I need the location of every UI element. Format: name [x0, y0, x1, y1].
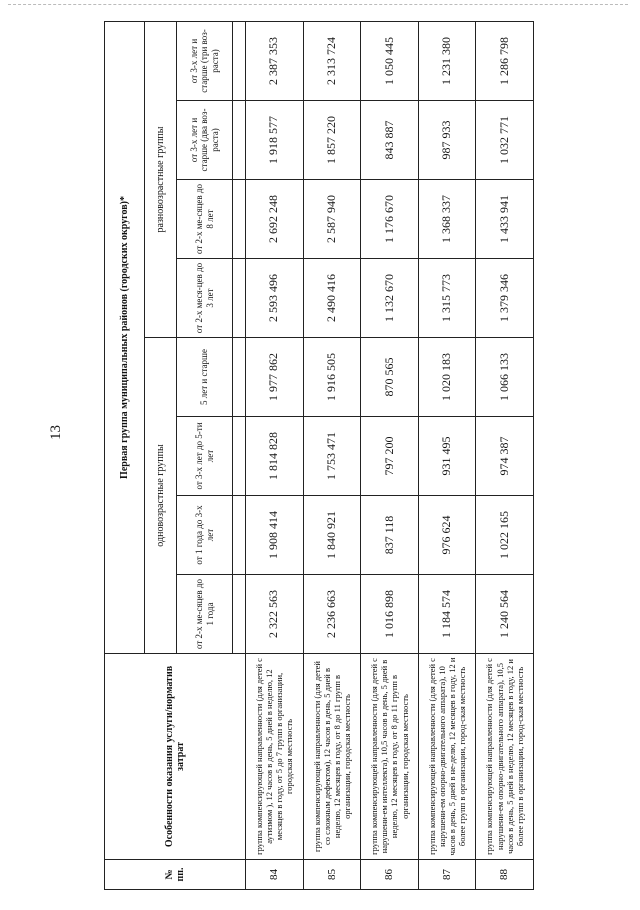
value-cell: 1 908 414	[246, 496, 304, 575]
value-cell: 1 916 505	[303, 338, 361, 417]
value-cell: 843 887	[361, 101, 419, 180]
value-cell: 931 495	[418, 417, 476, 496]
table-row	[476, 21, 534, 889]
header-spacer-cell	[233, 180, 246, 259]
header-age-column: от 2-х меся-цев до 3 лет	[177, 259, 233, 338]
row-description: группа компенсирующей направленности (для детей с нарушени-ем опорно-двигательного аппарата), 10,5 часов в день, 5 дней в неделю, 12 месяцев в году, 12 и более групп в организации, город-ская местность	[476, 654, 534, 860]
value-cell: 870 565	[361, 338, 419, 417]
value-cell: 1 753 471	[303, 417, 361, 496]
value-cell: 1 022 165	[476, 496, 534, 575]
row-number: 86	[361, 860, 419, 890]
row-number: 87	[418, 860, 476, 890]
table-row	[418, 21, 476, 889]
value-cell: 1 132 670	[361, 259, 419, 338]
value-cell: 1 066 133	[476, 338, 534, 417]
value-cell: 1 368 337	[418, 180, 476, 259]
rotated-table-wrapper	[104, 22, 534, 890]
row-description: группа компенсирующей направленности (для детей с нарушени-ем опорно-двигательного аппарата), 10 часов в день, 5 дней в не-делю, 12 месяцев в году, 12 и более групп в организации, город-ская местность	[418, 654, 476, 860]
header-spacer-cell	[233, 21, 246, 100]
row-description: группа компенсирующей направленности (для детей со сложным дефектом), 12 часов в день, 5 дней в неделю, 12 месяцев в году, от 8 до 11 групп в организации, городская местность	[303, 654, 361, 860]
header-row-number: № пп.	[105, 860, 246, 890]
value-cell: 837 118	[361, 496, 419, 575]
scan-artifact-line	[8, 4, 628, 6]
header-age-column: от 3-х лет и старше (три воз-раста)	[177, 21, 233, 100]
header-spacer-cell	[233, 338, 246, 417]
row-number: 84	[246, 860, 304, 890]
value-cell: 1 184 574	[418, 575, 476, 654]
value-cell: 1 176 670	[361, 180, 419, 259]
value-cell: 2 313 724	[303, 21, 361, 100]
header-age-column: 5 лет и старше	[177, 338, 233, 417]
value-cell: 1 050 445	[361, 21, 419, 100]
header-age-column: от 1 года до 3-х лет	[177, 496, 233, 575]
page-number: 13	[48, 425, 64, 440]
header-age-column: от 3-х лет и старше (два воз-раста)	[177, 101, 233, 180]
value-cell: 2 236 663	[303, 575, 361, 654]
header-age-column: от 3-х лет до 5-ти лет	[177, 417, 233, 496]
header-municipal-group: Первая группа муниципальных районов (городских округов)*	[105, 21, 145, 653]
value-cell: 1 315 773	[418, 259, 476, 338]
value-cell: 2 490 416	[303, 259, 361, 338]
value-cell: 2 593 496	[246, 259, 304, 338]
value-cell: 2 587 940	[303, 180, 361, 259]
header-spacer-cell	[233, 496, 246, 575]
table-row	[246, 21, 304, 889]
value-cell: 1 918 577	[246, 101, 304, 180]
row-number: 85	[303, 860, 361, 890]
value-cell: 1 857 220	[303, 101, 361, 180]
value-cell: 1 379 346	[476, 259, 534, 338]
value-cell: 1 231 380	[418, 21, 476, 100]
value-cell: 1 032 771	[476, 101, 534, 180]
row-description: группа компенсирующей направленности (для детей с аутизмом ), 12 часов в день, 5 дней в неделю, 12 месяцев в году, от 5 до 7 групп в организации, городская местность	[246, 654, 304, 860]
header-age-column: от 2-х ме-сяцев до 8 лет	[177, 180, 233, 259]
header-spacer-cell	[233, 417, 246, 496]
value-cell: 1 020 183	[418, 338, 476, 417]
header-spacer-cell	[233, 575, 246, 654]
value-cell: 974 387	[476, 417, 534, 496]
cost-norms-table	[104, 21, 534, 890]
header-age-column: от 2-х ме-сяцев до 1 года	[177, 575, 233, 654]
value-cell: 1 286 798	[476, 21, 534, 100]
value-cell: 1 840 921	[303, 496, 361, 575]
value-cell: 1 433 941	[476, 180, 534, 259]
header-mixed-age-groups: разновозрастные группы	[145, 21, 177, 337]
header-row-group	[105, 21, 145, 889]
value-cell: 2 387 353	[246, 21, 304, 100]
header-spacer-cell	[233, 259, 246, 338]
header-spacer-cell	[233, 101, 246, 180]
value-cell: 987 933	[418, 101, 476, 180]
table-row	[303, 21, 361, 889]
header-same-age-groups: одновозрастные группы	[145, 338, 177, 654]
value-cell: 2 692 248	[246, 180, 304, 259]
value-cell: 2 322 563	[246, 575, 304, 654]
row-description: группа компенсирующей направленности (для детей с нарушени-ем интеллекта), 10,5 часов в день, 5 дней в неделю, 12 месяцев в году, от 8 до 11 групп в организации, городская местность	[361, 654, 419, 860]
value-cell: 1 016 898	[361, 575, 419, 654]
value-cell: 976 624	[418, 496, 476, 575]
value-cell: 797 200	[361, 417, 419, 496]
value-cell: 1 814 828	[246, 417, 304, 496]
value-cell: 1 240 564	[476, 575, 534, 654]
row-number: 88	[476, 860, 534, 890]
table-row	[361, 21, 419, 889]
header-service-features: Особенности оказания услуги/норматив затрат	[105, 654, 246, 860]
value-cell: 1 977 862	[246, 338, 304, 417]
